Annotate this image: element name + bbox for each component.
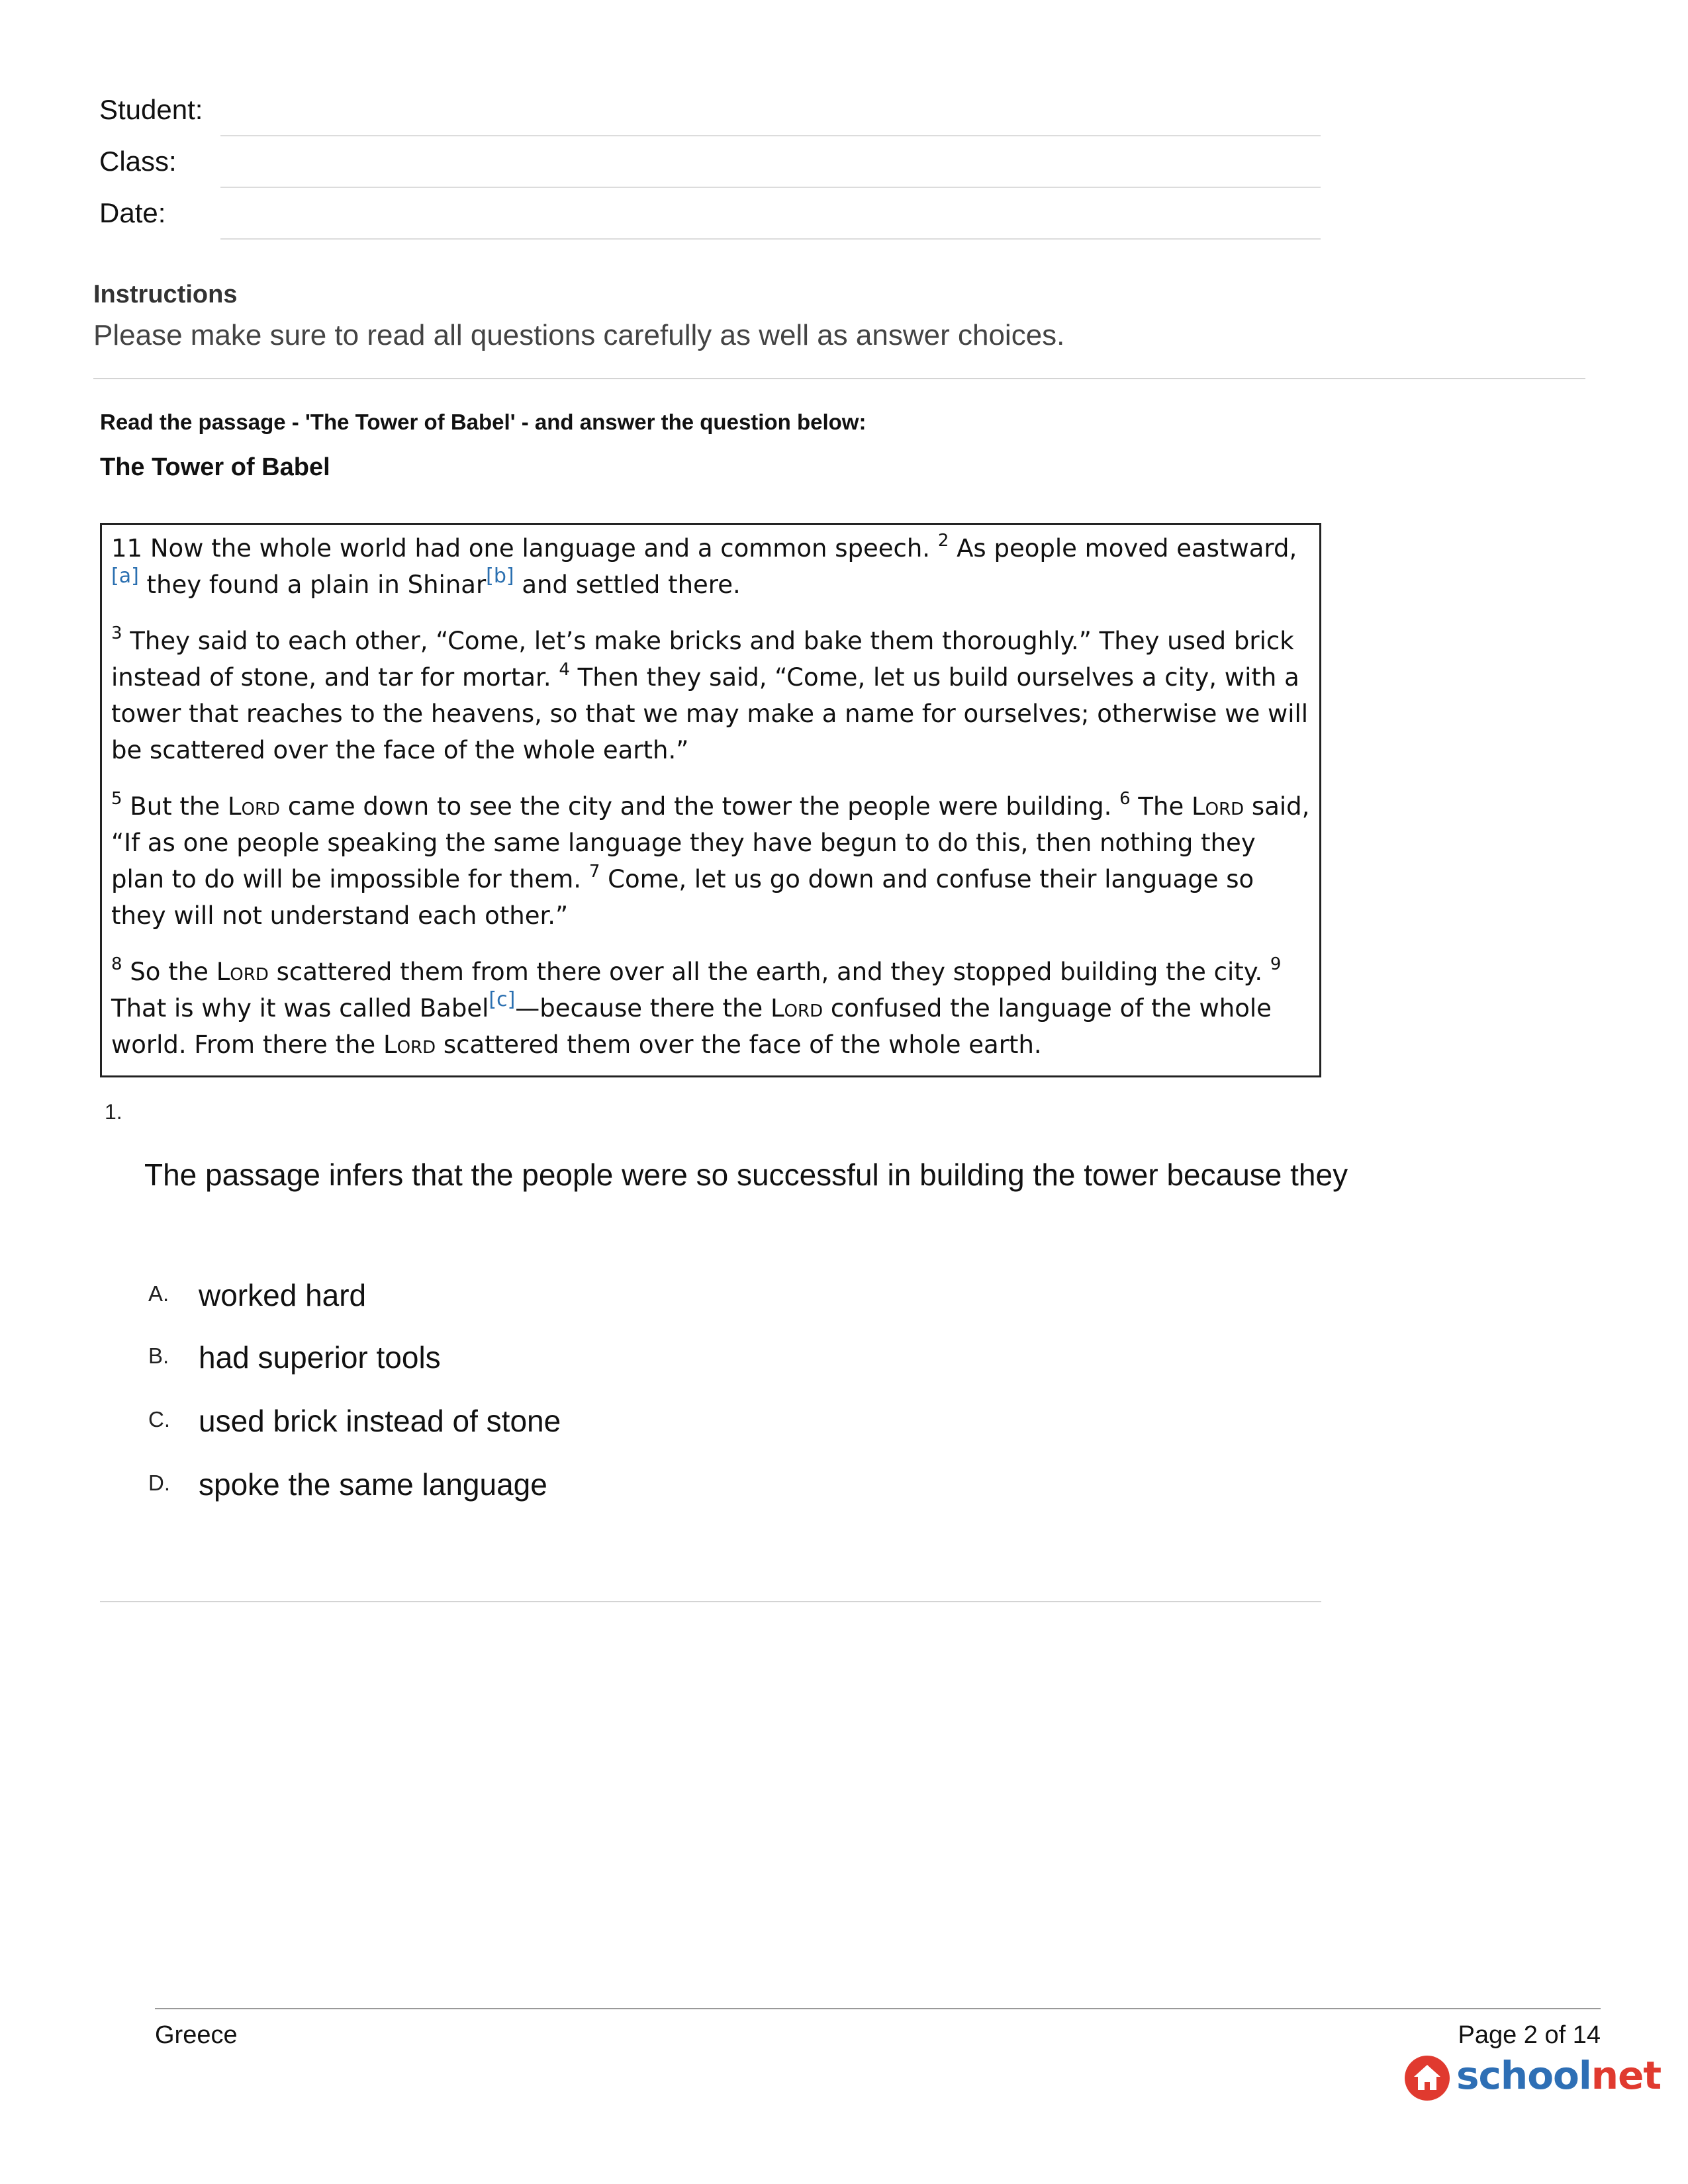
lord-word: Lord [227, 792, 281, 821]
date-field[interactable] [220, 238, 1321, 240]
class-label: Class: [99, 146, 177, 177]
passage-title: The Tower of Babel [100, 453, 330, 481]
verse-number: 7 [588, 862, 600, 882]
verse-number: 11 [111, 534, 143, 563]
verse-number: 4 [559, 660, 570, 680]
footnote-link-c[interactable]: [c] [489, 988, 516, 1011]
verse-number: 8 [111, 954, 122, 974]
class-field[interactable] [220, 187, 1321, 188]
footer-divider [155, 2008, 1601, 2009]
instructions-divider [93, 378, 1585, 379]
lord-word: Lord [1191, 792, 1244, 821]
lord-word: Lord [770, 994, 823, 1023]
option-letter: A. [148, 1281, 169, 1306]
student-field[interactable] [220, 135, 1321, 136]
option-letter: D. [148, 1471, 170, 1495]
schoolnet-logo [1403, 2052, 1662, 2105]
verse-number: 2 [937, 531, 949, 551]
question-text: The passage infers that the people were so successful in building the tower because they [144, 1158, 1348, 1192]
passage-prompt: Read the passage - 'The Tower of Babel' - and answer the question below: [100, 410, 867, 434]
instructions-heading: Instructions [93, 281, 238, 308]
verse-number: 5 [111, 789, 122, 809]
logo-wordmark: schoolnet [1456, 2053, 1662, 2098]
lord-word: Lord [383, 1030, 436, 1059]
passage-paragraph-4: $^8$ So the Lord scattered them from there over all the earth, and they stopped building the city. $^9$ That is why it was called Babel[c]—because there the Lord confused the language of the whole world. From there the Lord scattered them over the face of the whole earth. [111, 954, 1282, 1059]
verse-number: 3 [111, 623, 122, 643]
student-label: Student: [99, 94, 203, 125]
passage-paragraph-3: $^5$ But the Lord came down to see the city and the tower the people were building. $^6$ The Lord said, “If as one people speaking the same language they have begun to do this, then nothing they plan to do will be impossible for them. $^7$ Come, let us go down and confuse their language so they will not understand each other.” [111, 789, 1310, 930]
footnote-link-a[interactable]: [a] [111, 565, 139, 588]
lord-word: Lord [216, 958, 269, 986]
option-letter: C. [148, 1407, 170, 1432]
option-text: worked hard [199, 1278, 367, 1312]
question-number: 1. [105, 1100, 122, 1124]
option-letter: B. [148, 1343, 169, 1368]
instructions-text: Please make sure to read all questions carefully as well as answer choices. [93, 319, 1065, 351]
footnote-link-b[interactable]: [b] [486, 565, 514, 588]
passage-paragraph-1: 11 Now the whole world had one language and a common speech. $^2$ As people moved eastward,[a] they found a plain in Shinar[b] and settled there. [111, 531, 1297, 599]
page-indicator: Page 2 of 14 [1458, 2021, 1601, 2049]
home-icon [1403, 2054, 1451, 2102]
date-label: Date: [99, 197, 166, 228]
verse-number: 6 [1119, 789, 1131, 809]
verse-number: 9 [1270, 954, 1282, 974]
option-text: spoke the same language [199, 1467, 547, 1502]
option-text: used brick instead of stone [199, 1404, 561, 1438]
question-divider [100, 1601, 1321, 1602]
passage-box [100, 523, 1321, 1077]
option-text: had superior tools [199, 1340, 441, 1375]
passage-paragraph-2: $^3$ They said to each other, “Come, let’s make bricks and bake them thoroughly.” They used brick instead of stone, and tar for mortar. $^4$ Then they said, “Come, let us build ourselves a city, with a tower that reaches to the heavens, so that we may make a name for ourselves; otherwise we will be scattered over the face of the whole earth.” [111, 623, 1309, 764]
footer-left-text: Greece [155, 2021, 238, 2049]
